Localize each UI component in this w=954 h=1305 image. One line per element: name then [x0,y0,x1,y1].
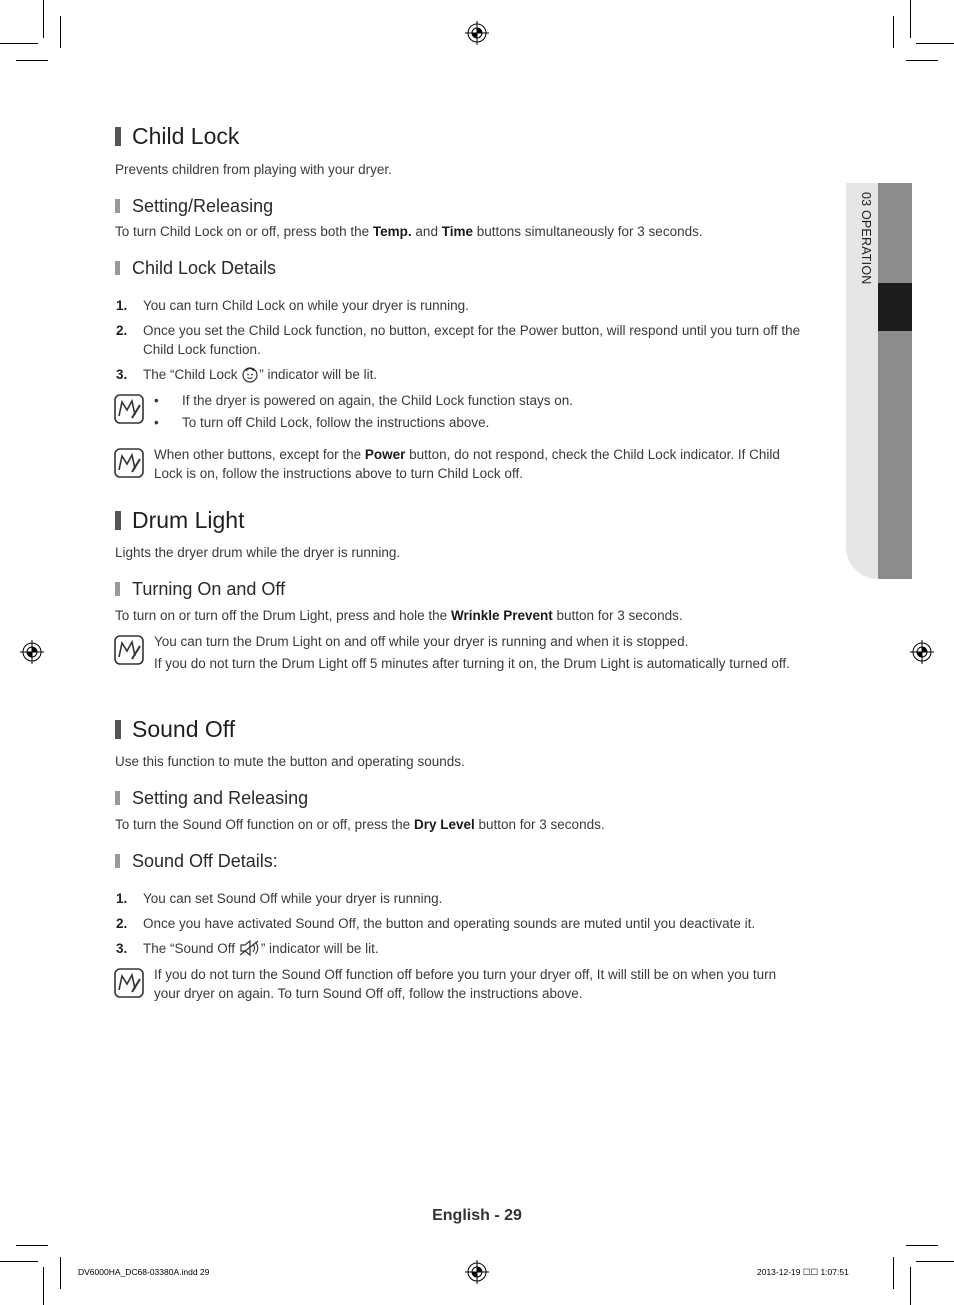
subheading-bar [115,261,120,275]
crop-mark [0,43,38,44]
crop-mark [60,16,61,48]
bullet-item: To turn off Child Lock, follow the instructions above. [182,415,490,430]
sound-off-note: If you do not turn the Sound Off function off before you turn your dryer off, It will still be on when you turn your dryer on again. To turn Sound Off off, follow the instructions above. [154,967,777,1001]
child-lock-note: When other buttons, except for the Power button, do not respond, check the Child Lock indicator. If Child Lock is on, follow the instructions above to turn Child Lock off. [154,447,780,481]
chapter-tab-stripe [878,183,912,579]
speaker-mute-icon [239,939,261,957]
heading-bar [115,511,121,530]
crop-mark [916,1261,954,1262]
heading-text: Drum Light [132,507,245,533]
page-number: English - 29 [432,1207,522,1224]
subheading-bar [115,582,120,596]
heading-bar [115,720,121,739]
crop-mark [43,0,44,38]
crop-mark [0,1261,38,1262]
section-title-drum-light [115,506,244,534]
subheading-text: Setting and Releasing [132,788,309,808]
child-lock-face-icon [241,365,259,383]
heading-bar [115,127,121,146]
crop-mark [893,16,894,48]
registration-mark-icon [465,1260,489,1284]
subheading-text: Sound Off Details: [132,851,278,871]
crop-mark [910,0,911,38]
crop-mark [16,1245,48,1246]
drum-light-note-2: If you do not turn the Drum Light off 5 minutes after turning it on, the Drum Light is automatically turned off. [154,656,790,671]
heading-text: Child Lock [132,123,240,149]
drum-light-turning-text: To turn on or turn off the Drum Light, press and hole the Wrinkle Prevent button for 3 seconds. [115,608,683,623]
crop-mark [43,1267,44,1305]
registration-mark-icon [465,21,489,45]
sound-off-intro: Use this function to mute the button and operating sounds. [115,754,465,769]
crop-mark [906,1245,938,1246]
list-number: 3. [116,941,128,956]
note-memo-icon [114,635,144,665]
print-slug-file: DV6000HA_DC68-03380A.indd 29 [78,1267,210,1277]
subsection-title-sound-off-details [115,850,278,872]
crop-mark [60,1257,61,1289]
list-number: 2. [116,323,128,338]
print-slug-date: 2013-12-19 ☐☐ 1:07:51 [757,1267,849,1277]
list-item: Once you have activated Sound Off, the button and operating sounds are muted until you deactivate it. [143,916,756,931]
bullet-dot: • [154,415,159,430]
child-lock-intro: Prevents children from playing with your dryer. [115,162,392,177]
subheading-text: Setting/Releasing [132,196,274,216]
note-memo-icon [114,394,144,424]
registration-mark-icon [910,640,934,664]
chapter-tab-marker [878,283,912,331]
drum-light-note-1: You can turn the Drum Light on and off while your dryer is running and when it is stopped. [154,634,689,649]
list-number: 2. [116,916,128,931]
list-number: 1. [116,298,128,313]
bullet-item: If the dryer is powered on again, the Child Lock function stays on. [182,393,573,408]
list-item: The “Sound Off ” indicator will be lit. [143,941,379,956]
heading-text: Sound Off [132,716,236,742]
section-title-sound-off [115,715,235,743]
subheading-bar [115,199,120,213]
list-item: You can turn Child Lock on while your dryer is running. [143,298,469,313]
crop-mark [910,1267,911,1305]
crop-mark [16,60,48,61]
crop-mark [916,43,954,44]
subheading-bar [115,791,120,805]
subheading-text: Turning On and Off [132,579,286,599]
subsection-title-setting-and-releasing [115,787,308,809]
crop-mark [906,60,938,61]
registration-mark-icon [20,640,44,664]
subheading-bar [115,854,120,868]
child-lock-setting-text: To turn Child Lock on or off, press both the Temp. and Time buttons simultaneously for 3 seconds. [115,224,703,239]
subsection-title-setting-releasing [115,195,273,217]
section-title-child-lock [115,122,239,150]
bullet-dot: • [154,393,159,408]
chapter-tab-label: 03 OPERATION [859,192,873,285]
drum-light-intro: Lights the dryer drum while the dryer is running. [115,545,401,560]
sound-off-setting-text: To turn the Sound Off function on or off, press the Dry Level button for 3 seconds. [115,817,605,832]
list-item: You can set Sound Off while your dryer is running. [143,891,443,906]
subsection-title-child-lock-details [115,257,276,279]
subsection-title-turning-on-off [115,578,285,600]
note-memo-icon [114,968,144,998]
note-memo-icon [114,448,144,478]
list-number: 1. [116,891,128,906]
list-item: Once you set the Child Lock function, no button, except for the Power button, will respond until you turn off the Child Lock function. [143,323,801,357]
crop-mark [893,1257,894,1289]
subheading-text: Child Lock Details [132,258,277,278]
list-item: The “Child Lock ” indicator will be lit. [143,367,378,382]
list-number: 3. [116,367,128,382]
